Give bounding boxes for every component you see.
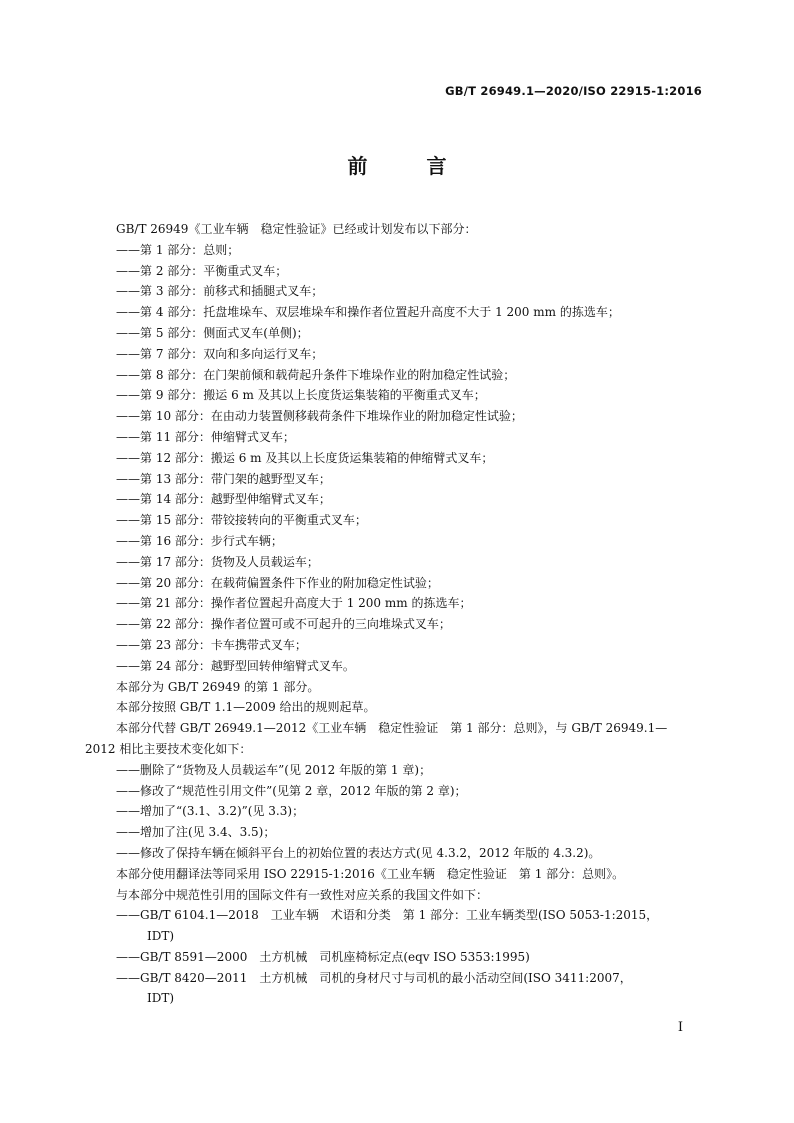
text-line: ——GB/T 8420—2011 土方机械 司机的身材尺寸与司机的最小活动空间(ISO 3411:2007，: [116, 970, 632, 985]
text-line: ——修改了“规范性引用文件”(见第 2 章，2012 年版的第 2 章)；: [116, 783, 467, 798]
text-line: ——增加了“(3.1、3.2)”(见 3.3)；: [116, 804, 305, 819]
text-line: ——第 3 部分：前移式和插腿式叉车；: [116, 284, 324, 299]
text-line: ——第 10 部分：在由动力装置侧移载荷条件下堆垛作业的附加稳定性试验；: [116, 409, 523, 424]
text-line: ——第 20 部分：在载荷偏置条件下作业的附加稳定性试验；: [116, 575, 439, 590]
text-line: ——第 7 部分：双向和多向运行叉车；: [116, 346, 324, 361]
text-line: ——增加了注(见 3.4、3.5)；: [116, 825, 276, 840]
text-line: ——第 16 部分：步行式车辆；: [116, 533, 283, 548]
page-number: I: [677, 1020, 683, 1035]
text-line: ——删除了“货物及人员载运车”(见 2012 年版的第 1 章)；: [116, 762, 432, 777]
text-line: ——第 4 部分：托盘堆垛车、双层堆垛车和操作者位置起升高度不大于 1 200 mm 的拣选车；: [116, 305, 620, 320]
text-line: IDT): [147, 929, 175, 944]
text-line: ——修改了保持车辆在倾斜平台上的初始位置的表达方式(见 4.3.2，2012 年版的 4.3.2)。: [116, 845, 601, 860]
text-line: GB/T 26949《工业车辆 稳定性验证》已经或计划发布以下部分：: [116, 222, 477, 236]
text-line: ——第 21 部分：操作者位置起升高度大于 1 200 mm 的拣选车；: [116, 596, 472, 611]
text-line: ——GB/T 6104.1—2018 工业车辆 术语和分类 第 1 部分：工业车辆类型(ISO 5053-1:2015，: [116, 908, 659, 923]
text-line: ——第 15 部分：带铰接转向的平衡重式叉车；: [116, 513, 367, 528]
text-line: IDT): [147, 991, 175, 1006]
text-line: ——第 8 部分：在门架前倾和载荷起升条件下堆垛作业的附加稳定性试验；: [116, 367, 516, 382]
page-title: 前 言: [347, 154, 473, 178]
text-line: ——第 22 部分：操作者位置可或不可起升的三向堆垛式叉车；: [116, 617, 451, 632]
text-line: 本部分为 GB/T 26949 的第 1 部分。: [116, 679, 320, 694]
text-line: ——GB/T 8591—2000 土方机械 司机座椅标定点(eqv ISO 5353:1995): [116, 949, 530, 964]
text-line: ——第 23 部分：卡车携带式叉车；: [116, 637, 307, 652]
text-line: 本部分按照 GB/T 1.1—2009 给出的规则起草。: [116, 700, 376, 715]
text-line: ——第 2 部分：平衡重式叉车；: [116, 263, 288, 278]
text-line: ——第 14 部分：越野型伸缩臂式叉车；: [116, 492, 331, 507]
text-line: 本部分使用翻译法等同采用 ISO 22915-1:2016《工业车辆 稳定性验证 第 1 部分：总则》。: [116, 866, 625, 881]
text-line: ——第 12 部分：搬运 6 m 及其以上长度货运集装箱的伸缩臂式叉车；: [116, 450, 494, 465]
text-line: 与本部分中规范性引用的国际文件有一致性对应关系的我国文件如下：: [116, 887, 489, 902]
text-line: ——第 17 部分：货物及人员载运车；: [116, 554, 319, 569]
standard-code-header: GB/T 26949.1—2020/ISO 22915-1:2016: [445, 84, 702, 98]
text-line: 本部分代替 GB/T 26949.1—2012《工业车辆 稳定性验证 第 1 部分：总则》，与 GB/T 26949.1—: [116, 721, 668, 736]
text-line: ——第 11 部分：伸缩臂式叉车；: [116, 429, 295, 444]
text-line: ——第 9 部分：搬运 6 m 及其以上长度货运集装箱的平衡重式叉车；: [116, 388, 486, 403]
text-line: ——第 1 部分：总则；: [116, 242, 240, 257]
text-line: 2012 相比主要技术变化如下：: [85, 741, 252, 756]
text-line: ——第 5 部分：侧面式叉车(单侧)；: [116, 325, 309, 340]
text-line: ——第 13 部分：带门架的越野型叉车；: [116, 471, 331, 486]
foreword-body: [85, 219, 708, 1009]
text-line: ——第 24 部分：越野型回转伸缩臂式叉车。: [116, 658, 355, 673]
